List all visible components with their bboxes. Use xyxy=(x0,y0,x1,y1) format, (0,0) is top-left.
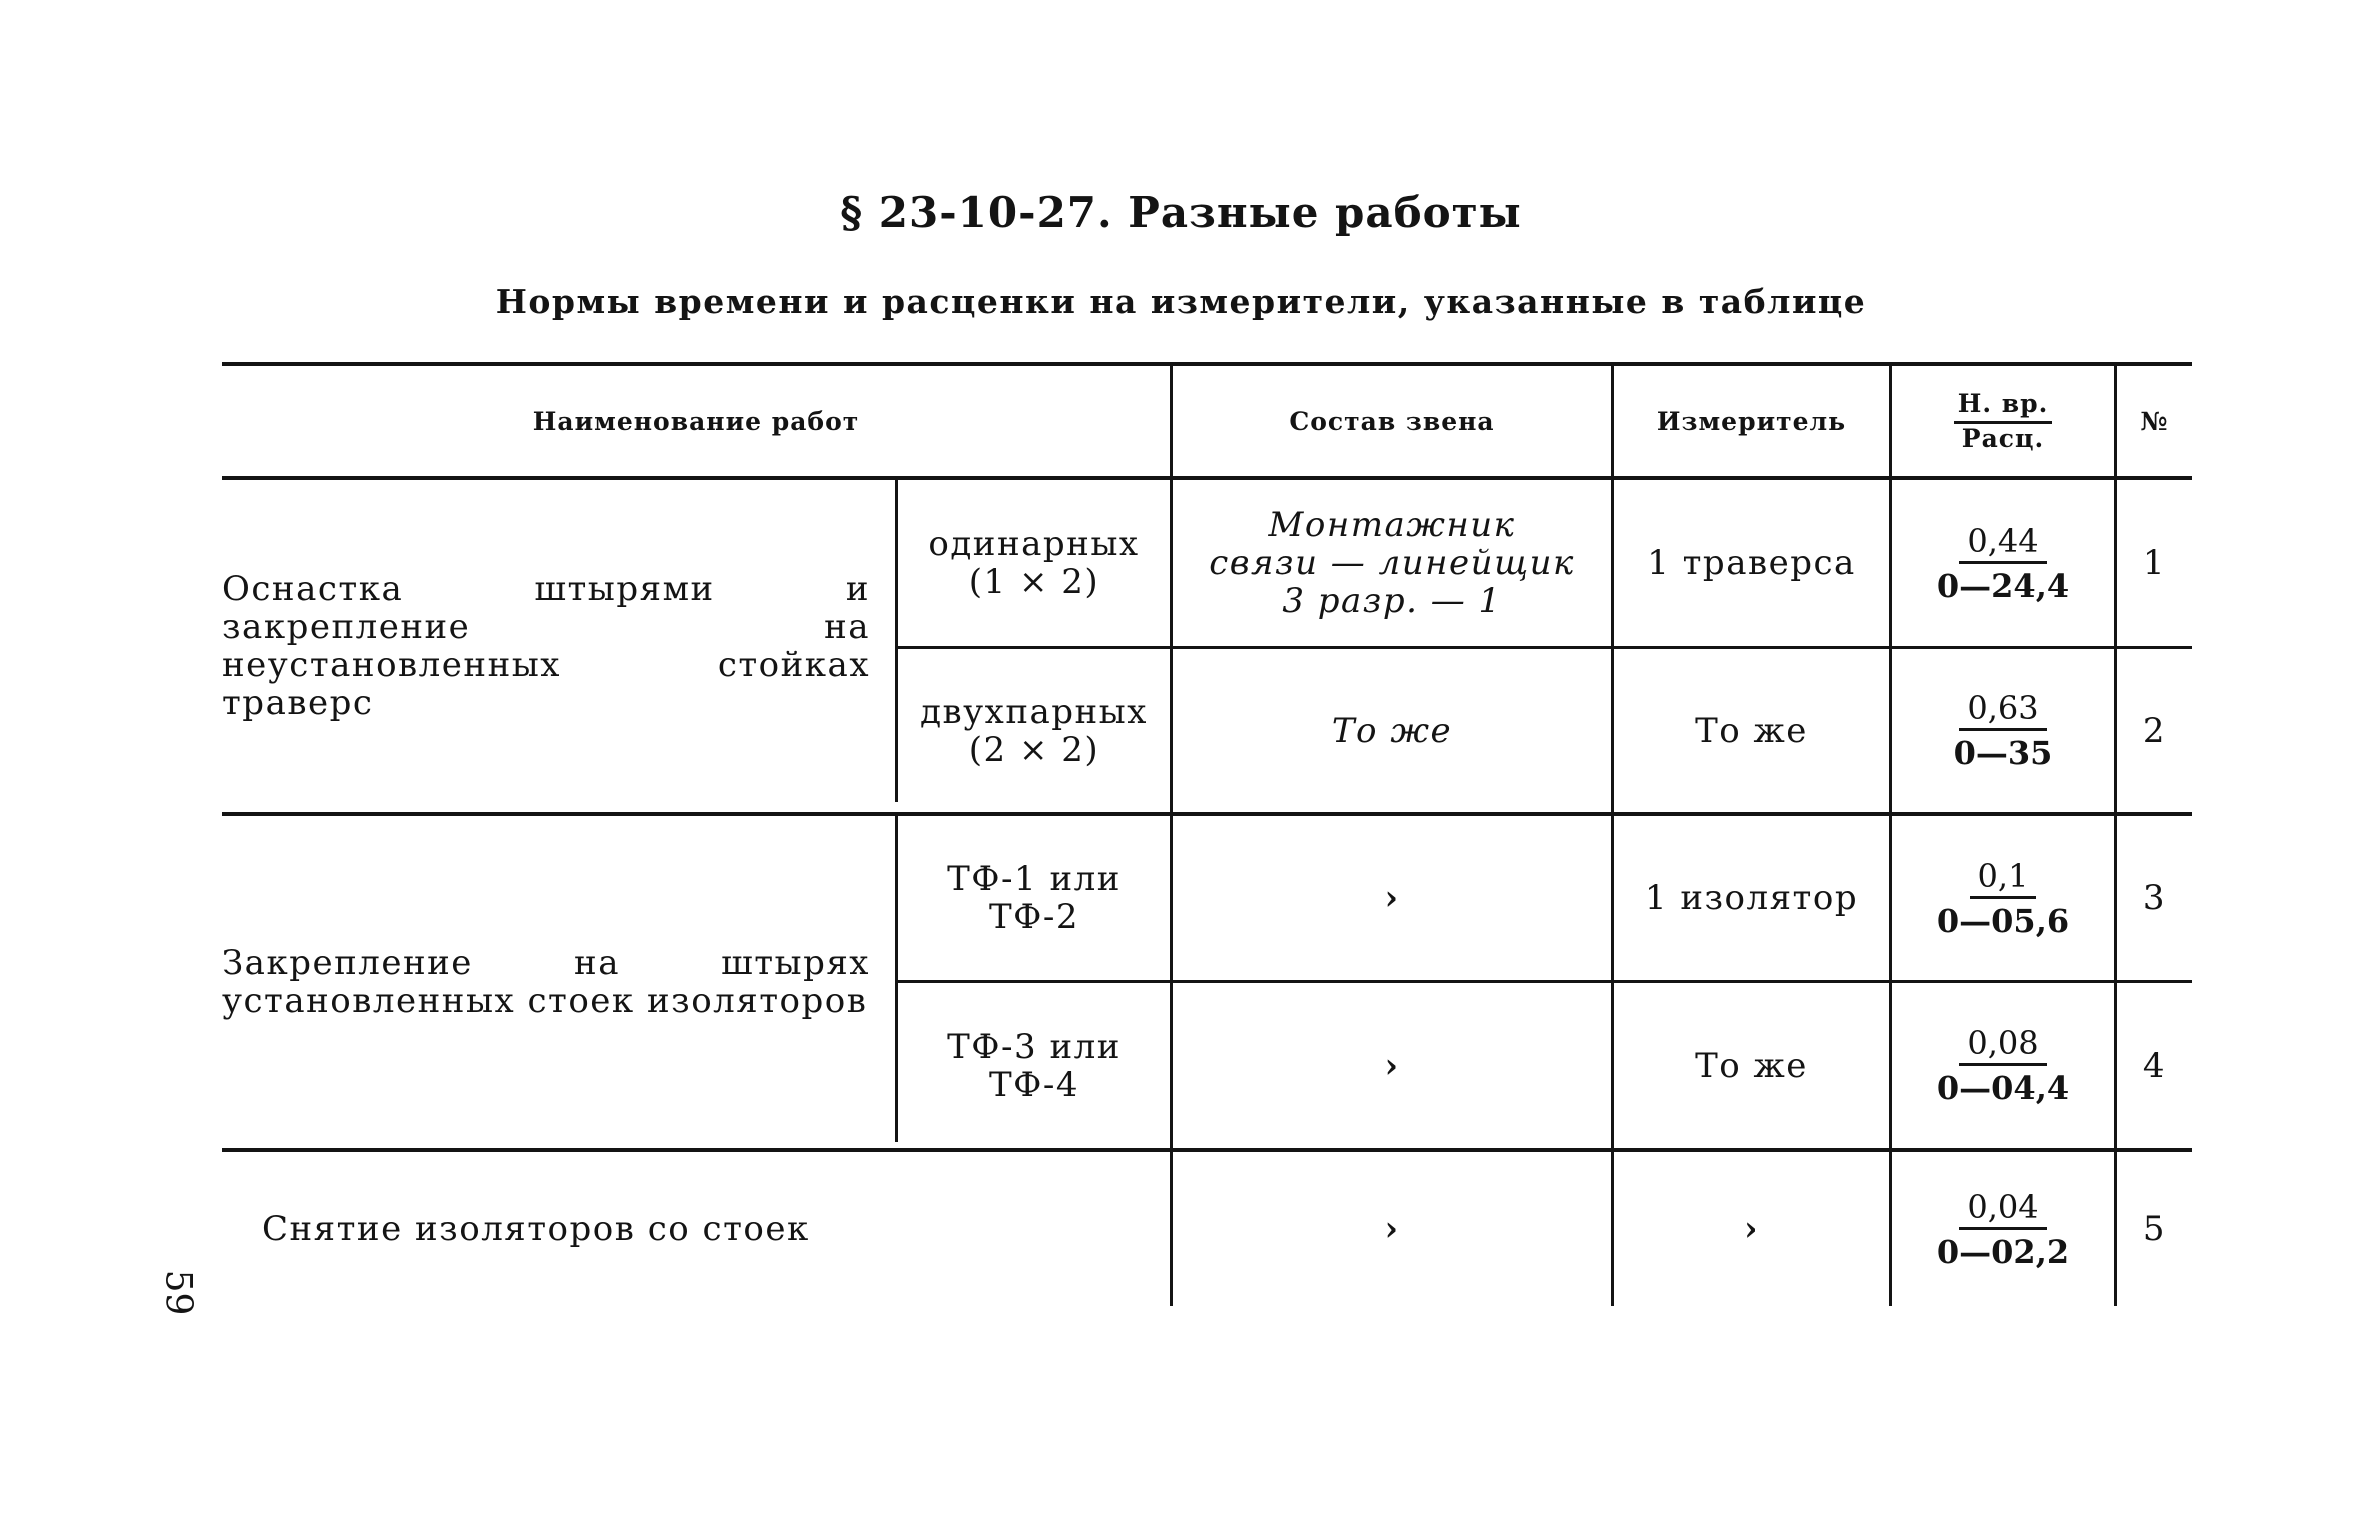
row-2-norm: $\frac{0,63}{0—35}$ xyxy=(1953,689,2053,772)
row-2-variant: двухпарных (2 × 2) xyxy=(920,691,1148,770)
row-1-number: 1 xyxy=(2142,543,2167,583)
row-2-number: 2 xyxy=(2142,710,2167,751)
table-subtitle: Нормы времени и расценки на измерители, указанные в таблице xyxy=(495,282,1867,321)
row-5-crew: › xyxy=(1384,1209,1400,1249)
header-crew: Состав звена xyxy=(1289,406,1495,436)
row-5-norm: $\frac{0,04}{0—02,2}$ xyxy=(1936,1187,2070,1271)
row-4-norm: $\frac{0,08}{0—04,4}$ xyxy=(1936,1024,2070,1107)
header-norm-rate: Расц. xyxy=(1961,423,2045,453)
row-3-variant: ТФ-1 или ТФ-2 xyxy=(947,859,1121,937)
row-3-crew: › xyxy=(1384,878,1400,918)
page-number: 59 xyxy=(157,1269,199,1316)
row-3-unit: 1 изолятор xyxy=(1644,878,1859,918)
group-name-2: Закрепление на штырях установленных стоек изоляторов xyxy=(222,943,870,1021)
row-2-unit: То же xyxy=(1695,710,1808,751)
header-norm-time: Н. вр. xyxy=(1954,389,2053,424)
row-4-number: 4 xyxy=(2142,1045,2167,1086)
group-name-1: Оснастка штырями и закрепление на неустановленных стойках траверс xyxy=(222,569,870,723)
group-name-3: Снятие изоляторов со стоек xyxy=(262,1209,810,1249)
header-name: Наименование работ xyxy=(532,406,860,436)
row-3-number: 3 xyxy=(2142,878,2167,918)
header-unit: Измеритель xyxy=(1656,406,1847,436)
row-4-variant: ТФ-3 или ТФ-4 xyxy=(947,1026,1121,1105)
header-number: № xyxy=(2140,406,2169,436)
row-4-crew: › xyxy=(1384,1045,1400,1086)
row-5-number: 5 xyxy=(2142,1209,2167,1249)
section-title: § 23-10-27. Разные работы xyxy=(840,188,1522,237)
row-1-crew: Монтажник связи — линейщик 3 разр. — 1 xyxy=(1209,505,1575,621)
row-5-unit: › xyxy=(1743,1209,1760,1249)
row-1-norm: $\frac{0,44}{0—24,4}$ xyxy=(1936,521,2070,605)
row-1-variant: одинарных (1 × 2) xyxy=(928,524,1140,602)
row-4-unit: То же xyxy=(1695,1045,1808,1086)
row-1-unit: 1 траверса xyxy=(1647,543,1856,583)
header-norm xyxy=(1892,366,2114,476)
row-3-norm: $\frac{0,1}{0—05,6}$ xyxy=(1936,856,2070,940)
row-2-crew: То же xyxy=(1331,710,1453,751)
